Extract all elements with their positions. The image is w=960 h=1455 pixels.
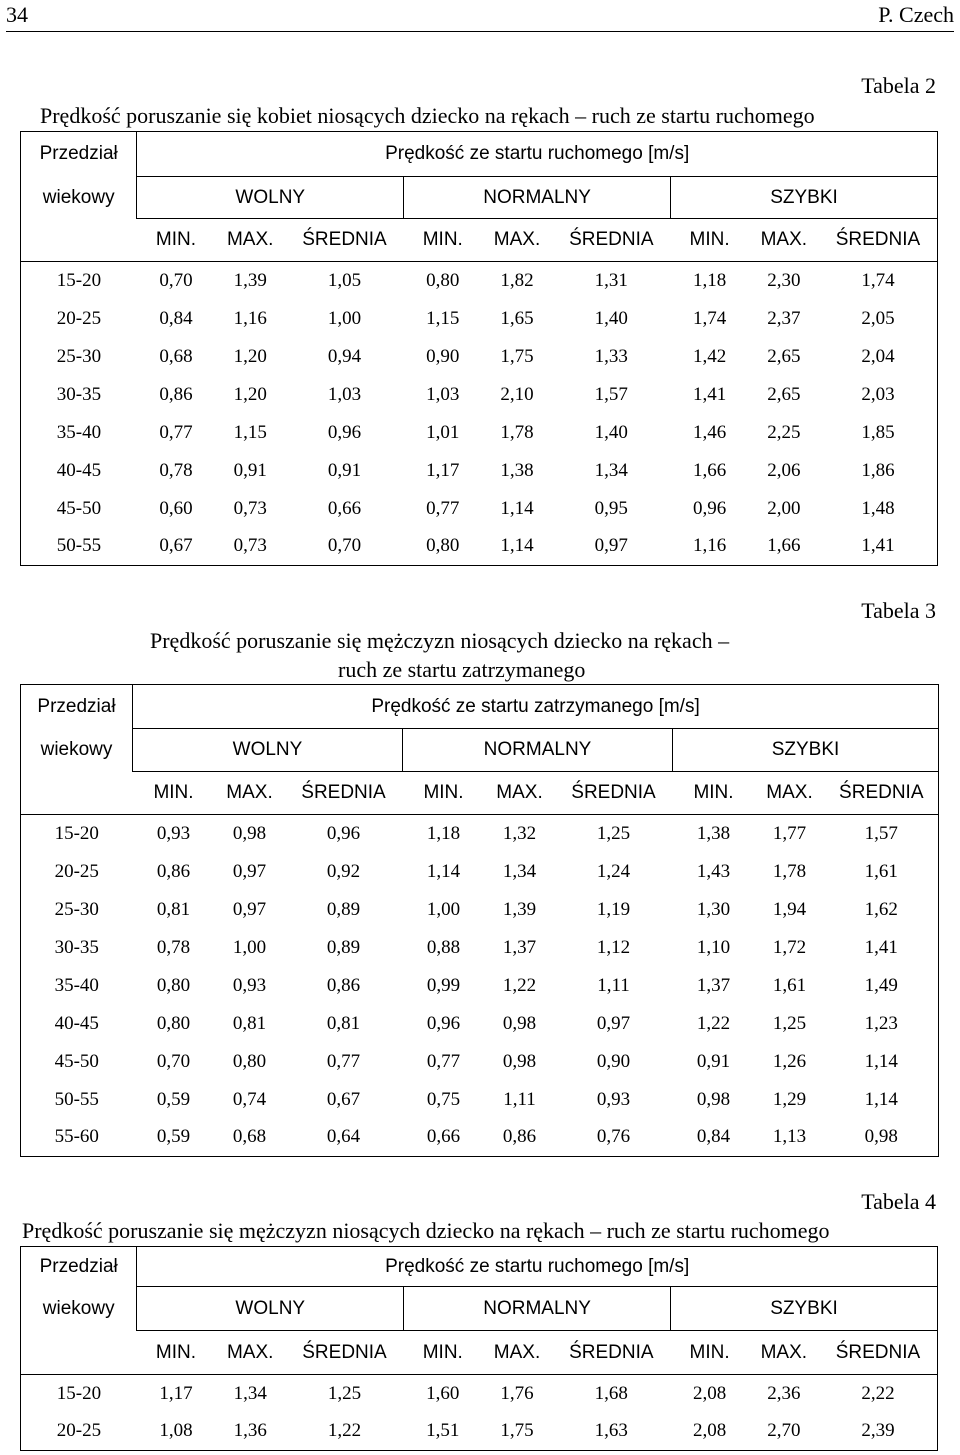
- speed-cell: 0,70: [156, 1050, 191, 1072]
- speed-cell: 0,84: [673, 1119, 755, 1157]
- age-range-cell: 45-50: [21, 490, 137, 528]
- speed-cell: 1,23: [825, 1005, 939, 1043]
- speed-cell: 1,40: [594, 307, 628, 329]
- speed-cell: 1,22: [696, 1012, 731, 1034]
- speed-cell: 1,17: [137, 1375, 215, 1413]
- age-range-cell: 40-45: [21, 452, 137, 490]
- speed-cell: 1,41: [825, 929, 939, 967]
- group-szybki: SZYBKI: [673, 729, 939, 772]
- group-wolny: WOLNY: [137, 177, 404, 219]
- speed-cell: 1,13: [755, 1119, 825, 1157]
- speed-cell: 0,80: [404, 262, 482, 300]
- speed-cell: 2,65: [767, 345, 801, 367]
- speed-cell: 0,86: [159, 383, 193, 405]
- subhead: MAX.: [482, 1331, 552, 1375]
- speed-cell: 2,10: [500, 383, 534, 405]
- speed-cell: 0,91: [327, 459, 362, 481]
- running-head: P. Czech: [878, 2, 954, 27]
- table-row: [21, 853, 939, 891]
- speed-cell: 1,41: [819, 528, 938, 566]
- speed-cell: 1,14: [482, 528, 552, 566]
- speed-cell: 0,70: [137, 262, 215, 300]
- speed-cell: 1,03: [327, 383, 362, 405]
- speed-cell: 1,11: [503, 1088, 536, 1110]
- speed-cell: 1,86: [819, 452, 938, 490]
- age-range-cell: 55-60: [21, 1119, 133, 1157]
- speed-cell: 1,61: [772, 974, 807, 996]
- speed-cell: 0,80: [404, 528, 482, 566]
- age-range-cell: 45-50: [21, 1043, 133, 1081]
- age-range-cell: 15-20: [21, 1375, 137, 1413]
- header-rule: [6, 31, 954, 32]
- speed-cell: 0,93: [133, 815, 215, 853]
- speed-cell: 0,88: [426, 936, 461, 958]
- age-range-cell: 15-20: [21, 815, 133, 853]
- speed-cell: 1,25: [555, 815, 673, 853]
- table-row: [21, 452, 938, 490]
- speed-cell: 0,86: [485, 1119, 555, 1157]
- col-head-blank: [21, 219, 137, 262]
- speed-cell: 1,65: [500, 307, 534, 329]
- speed-cell: 2,08: [670, 1413, 748, 1451]
- speed-cell: 0,96: [692, 497, 727, 519]
- speed-cell: 1,14: [426, 860, 461, 882]
- speed-cell: 1,34: [594, 459, 628, 481]
- speed-cell: 1,48: [819, 490, 938, 528]
- speed-cell: 1,03: [426, 383, 460, 405]
- table-row: [21, 300, 938, 338]
- speed-cell: 0,77: [159, 421, 193, 443]
- group-szybki: SZYBKI: [670, 1287, 937, 1331]
- col-head-age: wiekowy: [21, 1287, 137, 1331]
- speed-cell: 1,24: [596, 860, 631, 882]
- speed-cell: 1,18: [403, 815, 485, 853]
- speed-cell: 1,16: [233, 307, 267, 329]
- speed-cell: 0,59: [133, 1119, 215, 1157]
- speed-cell: 0,81: [326, 1012, 361, 1034]
- speed-cell: 0,81: [156, 898, 191, 920]
- speed-cell: 1,42: [692, 345, 727, 367]
- speed-cell: 0,76: [555, 1119, 673, 1157]
- speed-cell: 0,67: [137, 528, 215, 566]
- speed-cell: 0,81: [232, 1012, 267, 1034]
- speed-cell: 2,06: [767, 459, 801, 481]
- speed-cell: 1,33: [594, 345, 628, 367]
- speed-cell: 0,94: [327, 345, 362, 367]
- speed-cell: 1,60: [404, 1375, 482, 1413]
- speed-cell: 0,77: [426, 497, 460, 519]
- speed-cell: 0,66: [403, 1119, 485, 1157]
- age-range-cell: 35-40: [21, 414, 137, 452]
- table-row: [21, 262, 938, 300]
- speed-cell: 2,03: [819, 376, 938, 414]
- table-row: [21, 929, 939, 967]
- speed-cell: 0,98: [825, 1119, 939, 1157]
- page-number: 34: [6, 2, 28, 27]
- speed-cell: 2,36: [749, 1375, 819, 1413]
- speed-cell: 0,80: [156, 974, 191, 996]
- speed-cell: 0,73: [233, 497, 267, 519]
- subhead: ŚREDNIA: [285, 772, 403, 815]
- speed-cell: 1,75: [500, 345, 534, 367]
- speed-cell: 1,20: [233, 345, 267, 367]
- table-3: [20, 684, 939, 1157]
- speed-cell: 1,15: [233, 421, 267, 443]
- speed-cell: 1,14: [825, 1081, 939, 1119]
- table-row: [21, 815, 939, 853]
- speed-cell: 1,37: [696, 974, 731, 996]
- speed-cell: 0,96: [426, 1012, 461, 1034]
- table-row: [21, 1043, 939, 1081]
- age-range-cell: 35-40: [21, 967, 133, 1005]
- speed-cell: 1,00: [232, 936, 267, 958]
- speed-cell: 1,19: [596, 898, 631, 920]
- speed-cell: 0,97: [232, 898, 267, 920]
- speed-cell: 0,84: [159, 307, 193, 329]
- table-3-title-line-2: ruch ze startu zatrzymanego: [338, 657, 586, 682]
- speed-cell: 0,64: [285, 1119, 403, 1157]
- speed-cell: 1,34: [502, 860, 537, 882]
- speed-cell: 0,80: [156, 1012, 191, 1034]
- subhead: ŚREDNIA: [825, 772, 939, 815]
- subhead: ŚREDNIA: [285, 219, 403, 262]
- speed-cell: 0,98: [502, 1012, 537, 1034]
- subhead: MIN.: [404, 219, 482, 262]
- speed-cell: 1,40: [594, 421, 628, 443]
- subhead: MIN.: [404, 1331, 482, 1375]
- table-row: [21, 1375, 938, 1413]
- table-row: [21, 1081, 939, 1119]
- subhead: MIN.: [673, 772, 755, 815]
- speed-cell: 1,46: [692, 421, 727, 443]
- speed-cell: 0,77: [426, 1050, 461, 1072]
- group-szybki: SZYBKI: [670, 177, 937, 219]
- speed-cell: 1,66: [749, 528, 819, 566]
- table-4-title: Prędkość poruszanie się mężczyzn niosących dziecko na rękach – ruch ze startu ruchomego: [22, 1218, 830, 1243]
- speed-cell: 0,66: [327, 497, 362, 519]
- subhead: MAX.: [485, 772, 555, 815]
- col-head-blank: [21, 772, 133, 815]
- subhead: MIN.: [133, 772, 215, 815]
- speed-cell: 1,01: [426, 421, 460, 443]
- speed-cell: 1,20: [233, 383, 267, 405]
- speed-cell: 0,89: [326, 898, 361, 920]
- table-row: [21, 967, 939, 1005]
- speed-cell: 1,78: [772, 860, 807, 882]
- speed-cell: 0,95: [594, 497, 628, 519]
- speed-cell: 1,75: [482, 1413, 552, 1451]
- speed-cell: 0,93: [232, 974, 267, 996]
- speed-cell: 0,78: [156, 936, 191, 958]
- speed-cell: 2,70: [749, 1413, 819, 1451]
- speed-cell: 1,37: [502, 936, 537, 958]
- table-row: [21, 490, 938, 528]
- group-wolny: WOLNY: [137, 1287, 404, 1331]
- speed-cell: 0,91: [233, 459, 267, 481]
- speed-cell: 1,15: [426, 307, 460, 329]
- table-row: [21, 1005, 939, 1043]
- speed-cell: 0,73: [215, 528, 285, 566]
- age-range-cell: 20-25: [21, 1413, 137, 1451]
- speed-cell: 1,78: [500, 421, 534, 443]
- speed-cell: 1,94: [772, 898, 807, 920]
- subhead: MAX.: [749, 1331, 819, 1375]
- speed-cell: 1,17: [426, 459, 460, 481]
- speed-cell: 1,14: [825, 1043, 939, 1081]
- table-3-label: Tabela 3: [861, 598, 936, 623]
- speed-cell: 1,72: [772, 936, 807, 958]
- speed-cell: 1,08: [137, 1413, 215, 1451]
- speed-cell: 1,00: [327, 307, 362, 329]
- speed-cell: 2,37: [767, 307, 801, 329]
- speed-cell: 0,70: [285, 528, 403, 566]
- age-range-cell: 20-25: [21, 853, 133, 891]
- col-head-range: Przedział: [21, 1247, 137, 1287]
- speed-cell: 2,25: [767, 421, 801, 443]
- group-wolny: WOLNY: [133, 729, 403, 772]
- speed-cell: 1,82: [482, 262, 552, 300]
- speed-cell: 1,25: [772, 1012, 807, 1034]
- subhead: MIN.: [670, 219, 748, 262]
- speed-cell: 1,12: [596, 936, 631, 958]
- subhead: MAX.: [482, 219, 552, 262]
- speed-cell: 0,98: [215, 815, 285, 853]
- speed-cell: 1,10: [696, 936, 731, 958]
- speed-cell: 1,74: [692, 307, 727, 329]
- table-2-title: Prędkość poruszanie się kobiet niosących dziecko na rękach – ruch ze startu ruchomego: [40, 103, 815, 128]
- speed-cell: 1,30: [696, 898, 731, 920]
- speed-cell: 1,11: [597, 974, 630, 996]
- speed-cell: 0,59: [156, 1088, 191, 1110]
- subhead: MAX.: [215, 772, 285, 815]
- table-2: [20, 131, 938, 566]
- col-head-blank: [21, 1331, 137, 1375]
- subhead: MAX.: [215, 219, 285, 262]
- subhead: MAX.: [755, 772, 825, 815]
- speed-cell: 1,74: [819, 262, 938, 300]
- subhead: ŚREDNIA: [819, 219, 938, 262]
- speed-cell: 1,76: [482, 1375, 552, 1413]
- speed-cell: 0,86: [156, 860, 191, 882]
- speed-cell: 2,08: [670, 1375, 748, 1413]
- speed-cell: 1,00: [426, 898, 461, 920]
- group-normalny: NORMALNY: [403, 729, 673, 772]
- speed-cell: 1,38: [673, 815, 755, 853]
- table-row: [21, 891, 939, 929]
- subhead: ŚREDNIA: [555, 772, 673, 815]
- speed-cell: 1,63: [552, 1413, 670, 1451]
- age-range-cell: 20-25: [21, 300, 137, 338]
- speed-cell: 0,80: [232, 1050, 267, 1072]
- speed-cell: 0,78: [159, 459, 193, 481]
- table-row: [21, 1119, 939, 1157]
- speed-cell: 1,49: [825, 967, 939, 1005]
- speed-cell: 0,96: [327, 421, 362, 443]
- subhead: MIN.: [137, 1331, 215, 1375]
- age-range-cell: 25-30: [21, 338, 137, 376]
- subhead: MAX.: [215, 1331, 285, 1375]
- speed-cell: 0,68: [159, 345, 193, 367]
- age-range-cell: 40-45: [21, 1005, 133, 1043]
- speed-cell: 1,41: [692, 383, 727, 405]
- speed-cell: 1,29: [772, 1088, 807, 1110]
- age-range-cell: 50-55: [21, 528, 137, 566]
- col-head-age: wiekowy: [21, 729, 133, 772]
- speed-cell: 1,31: [552, 262, 670, 300]
- subhead: ŚREDNIA: [819, 1331, 938, 1375]
- table-4: [20, 1246, 938, 1451]
- speed-cell: 1,51: [404, 1413, 482, 1451]
- speed-cell: 1,61: [825, 853, 939, 891]
- speed-cell: 0,89: [326, 936, 361, 958]
- speed-cell: 1,68: [552, 1375, 670, 1413]
- subhead: ŚREDNIA: [552, 1331, 670, 1375]
- speed-cell: 0,86: [326, 974, 361, 996]
- speed-cell: 1,14: [500, 497, 534, 519]
- speed-cell: 1,38: [500, 459, 534, 481]
- group-normalny: NORMALNY: [404, 1287, 671, 1331]
- speed-cell: 0,74: [232, 1088, 267, 1110]
- age-range-cell: 30-35: [21, 929, 133, 967]
- table-row: [21, 338, 938, 376]
- table-row: [21, 414, 938, 452]
- speed-cell: 1,57: [825, 815, 939, 853]
- age-range-cell: 50-55: [21, 1081, 133, 1119]
- table-2-label: Tabela 2: [861, 73, 936, 98]
- subhead: ŚREDNIA: [552, 219, 670, 262]
- speed-cell: 1,77: [755, 815, 825, 853]
- age-range-cell: 30-35: [21, 376, 137, 414]
- speed-cell: 0,90: [596, 1050, 631, 1072]
- table-row: [21, 528, 938, 566]
- speed-cell: 2,05: [819, 300, 938, 338]
- speed-cell: 1,57: [594, 383, 628, 405]
- col-head-range: Przedział: [21, 685, 133, 729]
- speed-cell: 1,26: [772, 1050, 807, 1072]
- speed-cell: 1,39: [215, 262, 285, 300]
- speed-cell: 0,92: [326, 860, 361, 882]
- speed-cell: 1,22: [285, 1413, 403, 1451]
- speed-cell: 0,75: [426, 1088, 461, 1110]
- speed-cell: 1,62: [825, 891, 939, 929]
- speed-cell: 1,36: [215, 1413, 285, 1451]
- speed-cell: 0,97: [232, 860, 267, 882]
- speed-cell: 0,97: [596, 1012, 631, 1034]
- subhead: MIN.: [670, 1331, 748, 1375]
- subhead: ŚREDNIA: [285, 1331, 403, 1375]
- table-4-label: Tabela 4: [861, 1189, 936, 1214]
- speed-cell: 1,16: [670, 528, 748, 566]
- speed-cell: 2,00: [767, 497, 801, 519]
- speed-cell: 2,65: [767, 383, 801, 405]
- speed-cell: 2,30: [749, 262, 819, 300]
- speed-cell: 0,67: [326, 1088, 361, 1110]
- speed-cell: 2,22: [819, 1375, 938, 1413]
- subhead: MIN.: [403, 772, 485, 815]
- speed-cell: 0,90: [426, 345, 460, 367]
- speed-cell: 0,77: [326, 1050, 361, 1072]
- col-head-age: wiekowy: [21, 177, 137, 219]
- speed-cell: 0,98: [696, 1088, 731, 1110]
- speed-cell: 1,25: [285, 1375, 403, 1413]
- speed-cell: 1,85: [819, 414, 938, 452]
- speed-cell: 0,98: [502, 1050, 537, 1072]
- speed-cell: 2,04: [819, 338, 938, 376]
- speed-cell: 1,66: [692, 459, 727, 481]
- speed-cell: 1,22: [502, 974, 537, 996]
- speed-cell: 1,34: [215, 1375, 285, 1413]
- speed-cell: 0,99: [426, 974, 461, 996]
- span-head: Prędkość ze startu ruchomego [m/s]: [137, 1247, 938, 1287]
- speed-cell: 0,93: [596, 1088, 631, 1110]
- speed-cell: 0,96: [285, 815, 403, 853]
- speed-cell: 1,39: [502, 898, 537, 920]
- speed-cell: 1,05: [285, 262, 403, 300]
- group-normalny: NORMALNY: [404, 177, 671, 219]
- speed-cell: 0,91: [696, 1050, 731, 1072]
- speed-cell: 0,97: [552, 528, 670, 566]
- speed-cell: 2,39: [819, 1413, 938, 1451]
- table-row: [21, 1413, 938, 1451]
- span-head: Prędkość ze startu zatrzymanego [m/s]: [133, 685, 939, 729]
- age-range-cell: 25-30: [21, 891, 133, 929]
- speed-cell: 0,68: [215, 1119, 285, 1157]
- table-row: [21, 376, 938, 414]
- subhead: MAX.: [749, 219, 819, 262]
- speed-cell: 0,60: [159, 497, 193, 519]
- speed-cell: 1,43: [696, 860, 731, 882]
- subhead: MIN.: [137, 219, 215, 262]
- speed-cell: 1,32: [485, 815, 555, 853]
- col-head-range: Przedział: [21, 132, 137, 177]
- span-head: Prędkość ze startu ruchomego [m/s]: [137, 132, 938, 177]
- table-3-title-line-1: Prędkość poruszanie się mężczyzn niosących dziecko na rękach –: [150, 628, 730, 653]
- age-range-cell: 15-20: [21, 262, 137, 300]
- speed-cell: 1,18: [670, 262, 748, 300]
